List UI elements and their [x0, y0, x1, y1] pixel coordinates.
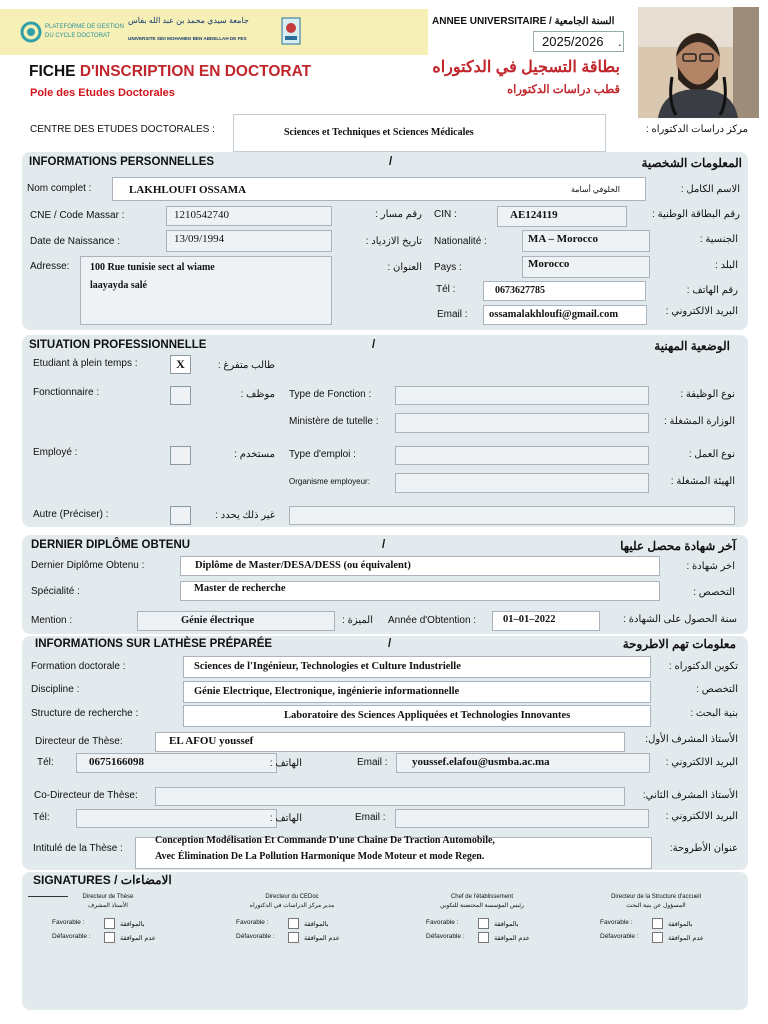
tel-value: 0673627785 [495, 285, 545, 296]
nom-ar-value: الخلوفي أسامة [570, 185, 620, 194]
type-emploi-field[interactable] [395, 446, 649, 465]
personal-title-fr: INFORMATIONS PERSONNELLES [29, 156, 215, 168]
platform-logo [20, 20, 124, 44]
signature-favorable-ar: بالموافقة [304, 921, 329, 928]
cin-value: AE124119 [510, 209, 558, 221]
title-fr: D'INSCRIPTION EN DOCTORAT [79, 63, 312, 80]
university-logo [128, 14, 298, 50]
fonct-checkbox[interactable] [170, 386, 191, 405]
codir-email-field[interactable] [395, 809, 649, 828]
dir-email-ar: البريد الالكتروني : [665, 757, 738, 768]
signature-role-ar: المسؤول عن بنية البحث [626, 903, 686, 909]
spec-ar: التخصص : [693, 587, 735, 598]
pro-title-fr: SITUATION PROFESSIONNELLE [29, 339, 207, 351]
codir-email-label: Email : [355, 812, 386, 823]
these-title-sep: / [388, 638, 392, 650]
signature-role-fr: Chef de l'établissement [450, 894, 514, 900]
signature-defavorable-label: Défavorable : [236, 933, 275, 940]
structure-ar: بنية البحث : [690, 708, 738, 719]
signature-role-ar: الأستاذ المشرف [88, 903, 128, 909]
codir-ar: الأستاذ المشرف الثاني: [642, 790, 738, 801]
annee-value: 01–01–2022 [503, 614, 556, 625]
type-fonction-ar: نوع الوظيفة : [680, 389, 735, 400]
photo [638, 7, 759, 118]
email-value: ossamalakhloufi@gmail.com [489, 309, 619, 320]
ministere-label: Ministère de tutelle : [289, 416, 379, 427]
mention-ar: الميزة : [342, 615, 373, 626]
signature-favorable-label: Favorable : [600, 919, 633, 926]
intitule-label: Intitulé de la Thèse : [33, 843, 123, 854]
signature-favorable-label: Favorable : [52, 919, 85, 926]
structure-value: Laboratoire des Sciences Appliquées et Technologies Innovantes [284, 710, 571, 721]
etudiant-mark: X [176, 357, 185, 371]
nat-label: Nationalité : [434, 236, 487, 247]
signature-defavorable-checkbox[interactable] [288, 932, 299, 943]
dernier-value: Diplôme de Master/DESA/DESS (ou équivalent) [195, 560, 411, 571]
signature-defavorable-label: Défavorable : [52, 933, 91, 940]
signature-defavorable-checkbox[interactable] [104, 932, 115, 943]
academic-year-dot: . [618, 34, 622, 49]
addr-ar: العنوان : [387, 262, 422, 273]
intitule-ar: عنوان الأطروحة: [669, 843, 738, 854]
signature-favorable-label: Favorable : [426, 919, 459, 926]
centre-value: Sciences et Techniques et Sciences Médicales [284, 127, 474, 138]
formation-value: Sciences de l'Ingénieur, Technologies et Culture Industrielle [194, 661, 461, 672]
platform-logo-text-1: PLATEFORME DE GESTION [45, 24, 124, 30]
cne-ar: رقم مسار : [375, 209, 422, 220]
signature-favorable-ar: بالموافقة [668, 921, 693, 928]
type-emploi-ar: نوع العمل : [688, 449, 735, 460]
signature-role-fr: Directeur de Thèse [82, 894, 134, 900]
signature-role-ar: مدير مركز الدراسات في الدكتوراه [249, 903, 335, 909]
dernier-ar: اخر شهادة : [686, 561, 735, 572]
signature-favorable-checkbox[interactable] [288, 918, 299, 929]
spec-label: Spécialité : [31, 586, 80, 597]
dir-tel-label: Tél: [37, 757, 54, 768]
centre-label: CENTRE DES ETUDES DOCTORALES : [30, 124, 215, 135]
signatures-title: SIGNATURES / الامضاءات [33, 873, 172, 887]
signature-defavorable-ar: عدم الموافقة [494, 935, 530, 942]
intitule-line2: Avec Élimination De La Pollution Harmonique Mode Moteur et mode Regen. [155, 851, 485, 862]
pro-title-ar: الوضعية المهنية [654, 339, 730, 353]
pro-title-sep: / [372, 339, 376, 351]
autre-label: Autre (Préciser) : [33, 509, 109, 520]
mention-label: Mention : [31, 615, 73, 626]
academic-year-value: 2025/2026 [542, 34, 604, 49]
addr-line2: laayayda salé [90, 280, 147, 291]
fonct-label: Fonctionnaire : [33, 387, 100, 398]
autre-ar: غير ذلك يحدد : [215, 510, 275, 521]
formation-ar: تكوين الدكتوراه : [668, 661, 738, 672]
cin-label: CIN : [434, 209, 457, 220]
academic-year-field [533, 31, 624, 52]
signature-defavorable-label: Défavorable : [600, 933, 639, 940]
ministere-field[interactable] [395, 413, 649, 433]
employe-label: Employé : [33, 447, 78, 458]
directeur-ar: الأستاذ المشرف الأول: [645, 734, 738, 745]
these-title-ar: معلومات تهم الاطروحة [622, 637, 736, 651]
type-fonction-field[interactable] [395, 386, 649, 405]
dir-tel-value: 0675166098 [89, 756, 144, 768]
signature-favorable-ar: بالموافقة [120, 921, 145, 928]
cne-label: CNE / Code Massar : [30, 210, 125, 221]
nom-ar: الاسم الكامل : [680, 184, 740, 195]
student-photo-image [638, 7, 759, 118]
signature-favorable-checkbox[interactable] [478, 918, 489, 929]
signature-favorable-checkbox[interactable] [652, 918, 663, 929]
signature-role-fr: Directeur de la Structure d'accueil [611, 894, 701, 900]
personal-title-sep: / [389, 156, 393, 168]
dob-label: Date de Naissance : [30, 236, 121, 247]
platform-logo-text-2: DU CYCLE DOCTORAT [45, 33, 111, 39]
etudiant-checkbox[interactable] [170, 355, 191, 374]
nat-value: MA – Morocco [528, 233, 599, 245]
tel-ar: رقم الهاتف : [686, 285, 738, 296]
signature-underline [28, 896, 68, 897]
codir-tel-ar: الهاتف : [269, 813, 302, 824]
employe-checkbox[interactable] [170, 446, 191, 465]
signature-defavorable-ar: عدم الموافقة [120, 935, 156, 942]
these-title-fr: INFORMATIONS SUR LATHÈSE PRÉPARÉE [35, 638, 273, 650]
university-logo-french: UNIVERSITE SIDI MOHAMED BEN ABDELLAH DE FES [128, 36, 247, 41]
codir-tel-field[interactable] [76, 809, 277, 828]
type-fonction-label: Type de Fonction : [289, 389, 372, 400]
ministere-ar: الوزارة المشغلة : [663, 416, 735, 427]
signature-defavorable-label: Défavorable : [426, 933, 465, 940]
diploma-title-ar: آخر شهادة محصل عليها [620, 539, 736, 553]
signature-defavorable-checkbox[interactable] [478, 932, 489, 943]
nom-label: Nom complet : [27, 183, 92, 194]
nat-ar: الجنسية : [699, 234, 738, 245]
cin-ar: رقم البطاقة الوطنية : [652, 209, 740, 220]
cne-value: 1210542740 [174, 209, 229, 221]
type-emploi-label: Type d'emploi : [289, 449, 356, 460]
directeur-value: EL AFOU youssef [169, 735, 254, 747]
addr-label: Adresse: [30, 261, 70, 272]
autre-checkbox[interactable] [170, 506, 191, 525]
etudiant-ar: طالب متفرغ : [217, 360, 275, 371]
signature-role-ar: رئيس المؤسسة المحتضنة للتكوين [440, 903, 524, 909]
signature-defavorable-ar: عدم الموافقة [668, 935, 704, 942]
pays-value: Morocco [528, 258, 570, 270]
codir-field[interactable] [155, 787, 625, 806]
dernier-label: Dernier Diplôme Obtenu : [31, 560, 145, 571]
centre-ar: مركز دراسات الدكتوراه : [645, 124, 748, 135]
discipline-ar: التخصص : [696, 684, 738, 695]
codir-email-ar: البريد الالكتروني : [665, 811, 738, 822]
spec-value: Master de recherche [194, 583, 286, 594]
organisme-field[interactable] [395, 473, 649, 493]
dir-tel-ar: الهاتف : [269, 758, 302, 769]
intitule-line1: Conception Modélisation Et Commande D'une Chaine De Traction Automobile, [155, 835, 495, 846]
email-label: Email : [437, 309, 468, 320]
pole-fr: Pole des Etudes Doctorales [30, 87, 175, 99]
organisme-ar: الهيئة المشغلة : [670, 476, 735, 487]
personal-title-ar: المعلومات الشخصية [641, 156, 742, 170]
signature-favorable-label: Favorable : [236, 919, 269, 926]
discipline-label: Discipline : [31, 684, 80, 695]
pole-ar: قطب دراسات الدكتوراه [507, 84, 620, 96]
mention-value: Génie électrique [181, 615, 255, 626]
nom-value: LAKHLOUFI OSSAMA [129, 184, 247, 196]
dob-value: 13/09/1994 [174, 233, 225, 245]
university-logo-arabic: جامعة سيدي محمد بن عبد الله بفاس [128, 16, 249, 25]
title-ar: بطاقة التسجيل في الدكتوراه [432, 59, 620, 76]
platform-logo-icon [20, 21, 42, 43]
codir-tel-label: Tél: [33, 812, 50, 823]
dir-email-label: Email : [357, 757, 388, 768]
signature-favorable-ar: بالموافقة [494, 921, 519, 928]
employe-ar: مستخدم : [234, 449, 275, 460]
organisme-label: Organisme employeur: [289, 477, 370, 486]
codir-label: Co-Directeur de Thèse: [34, 790, 138, 801]
email-ar: البريد الالكتروني : [665, 306, 738, 317]
fonct-ar: موظف : [240, 389, 275, 400]
annee-label: Année d'Obtention : [388, 615, 477, 626]
pays-label: Pays : [434, 262, 462, 273]
diploma-title-fr: DERNIER DIPLÔME OBTENU [31, 539, 191, 551]
signature-defavorable-checkbox[interactable] [652, 932, 663, 943]
page-title [29, 63, 311, 81]
signature-favorable-checkbox[interactable] [104, 918, 115, 929]
structure-label: Structure de recherche : [31, 708, 139, 719]
fiche-word: FICHE [29, 63, 76, 80]
signature-role-fr: Directeur du CEDoc [265, 894, 319, 900]
discipline-value: Génie Electrique, Electronique, ingénierie informationnelle [194, 686, 460, 697]
dir-email-value: youssef.elafou@usmba.ac.ma [412, 756, 550, 768]
autre-field[interactable] [289, 506, 735, 525]
addr-line1: 100 Rue tunisie sect al wiame [90, 262, 215, 273]
formation-label: Formation doctorale : [31, 661, 126, 672]
academic-year-label: ANNEE UNIVERSITAIRE / السنة الجامعية [432, 16, 615, 27]
dob-ar: تاريخ الازدياد : [365, 236, 422, 247]
tel-label: Tél : [436, 284, 456, 295]
annee-ar: سنة الحصول على الشهادة : [623, 614, 737, 625]
signature-defavorable-ar: عدم الموافقة [304, 935, 340, 942]
university-emblem-icon [280, 16, 302, 46]
directeur-label: Directeur de Thèse: [35, 736, 123, 747]
diploma-title-sep: / [382, 539, 386, 551]
pays-ar: البلد : [715, 260, 738, 271]
etudiant-label: Etudiant à plein temps : [33, 358, 138, 369]
